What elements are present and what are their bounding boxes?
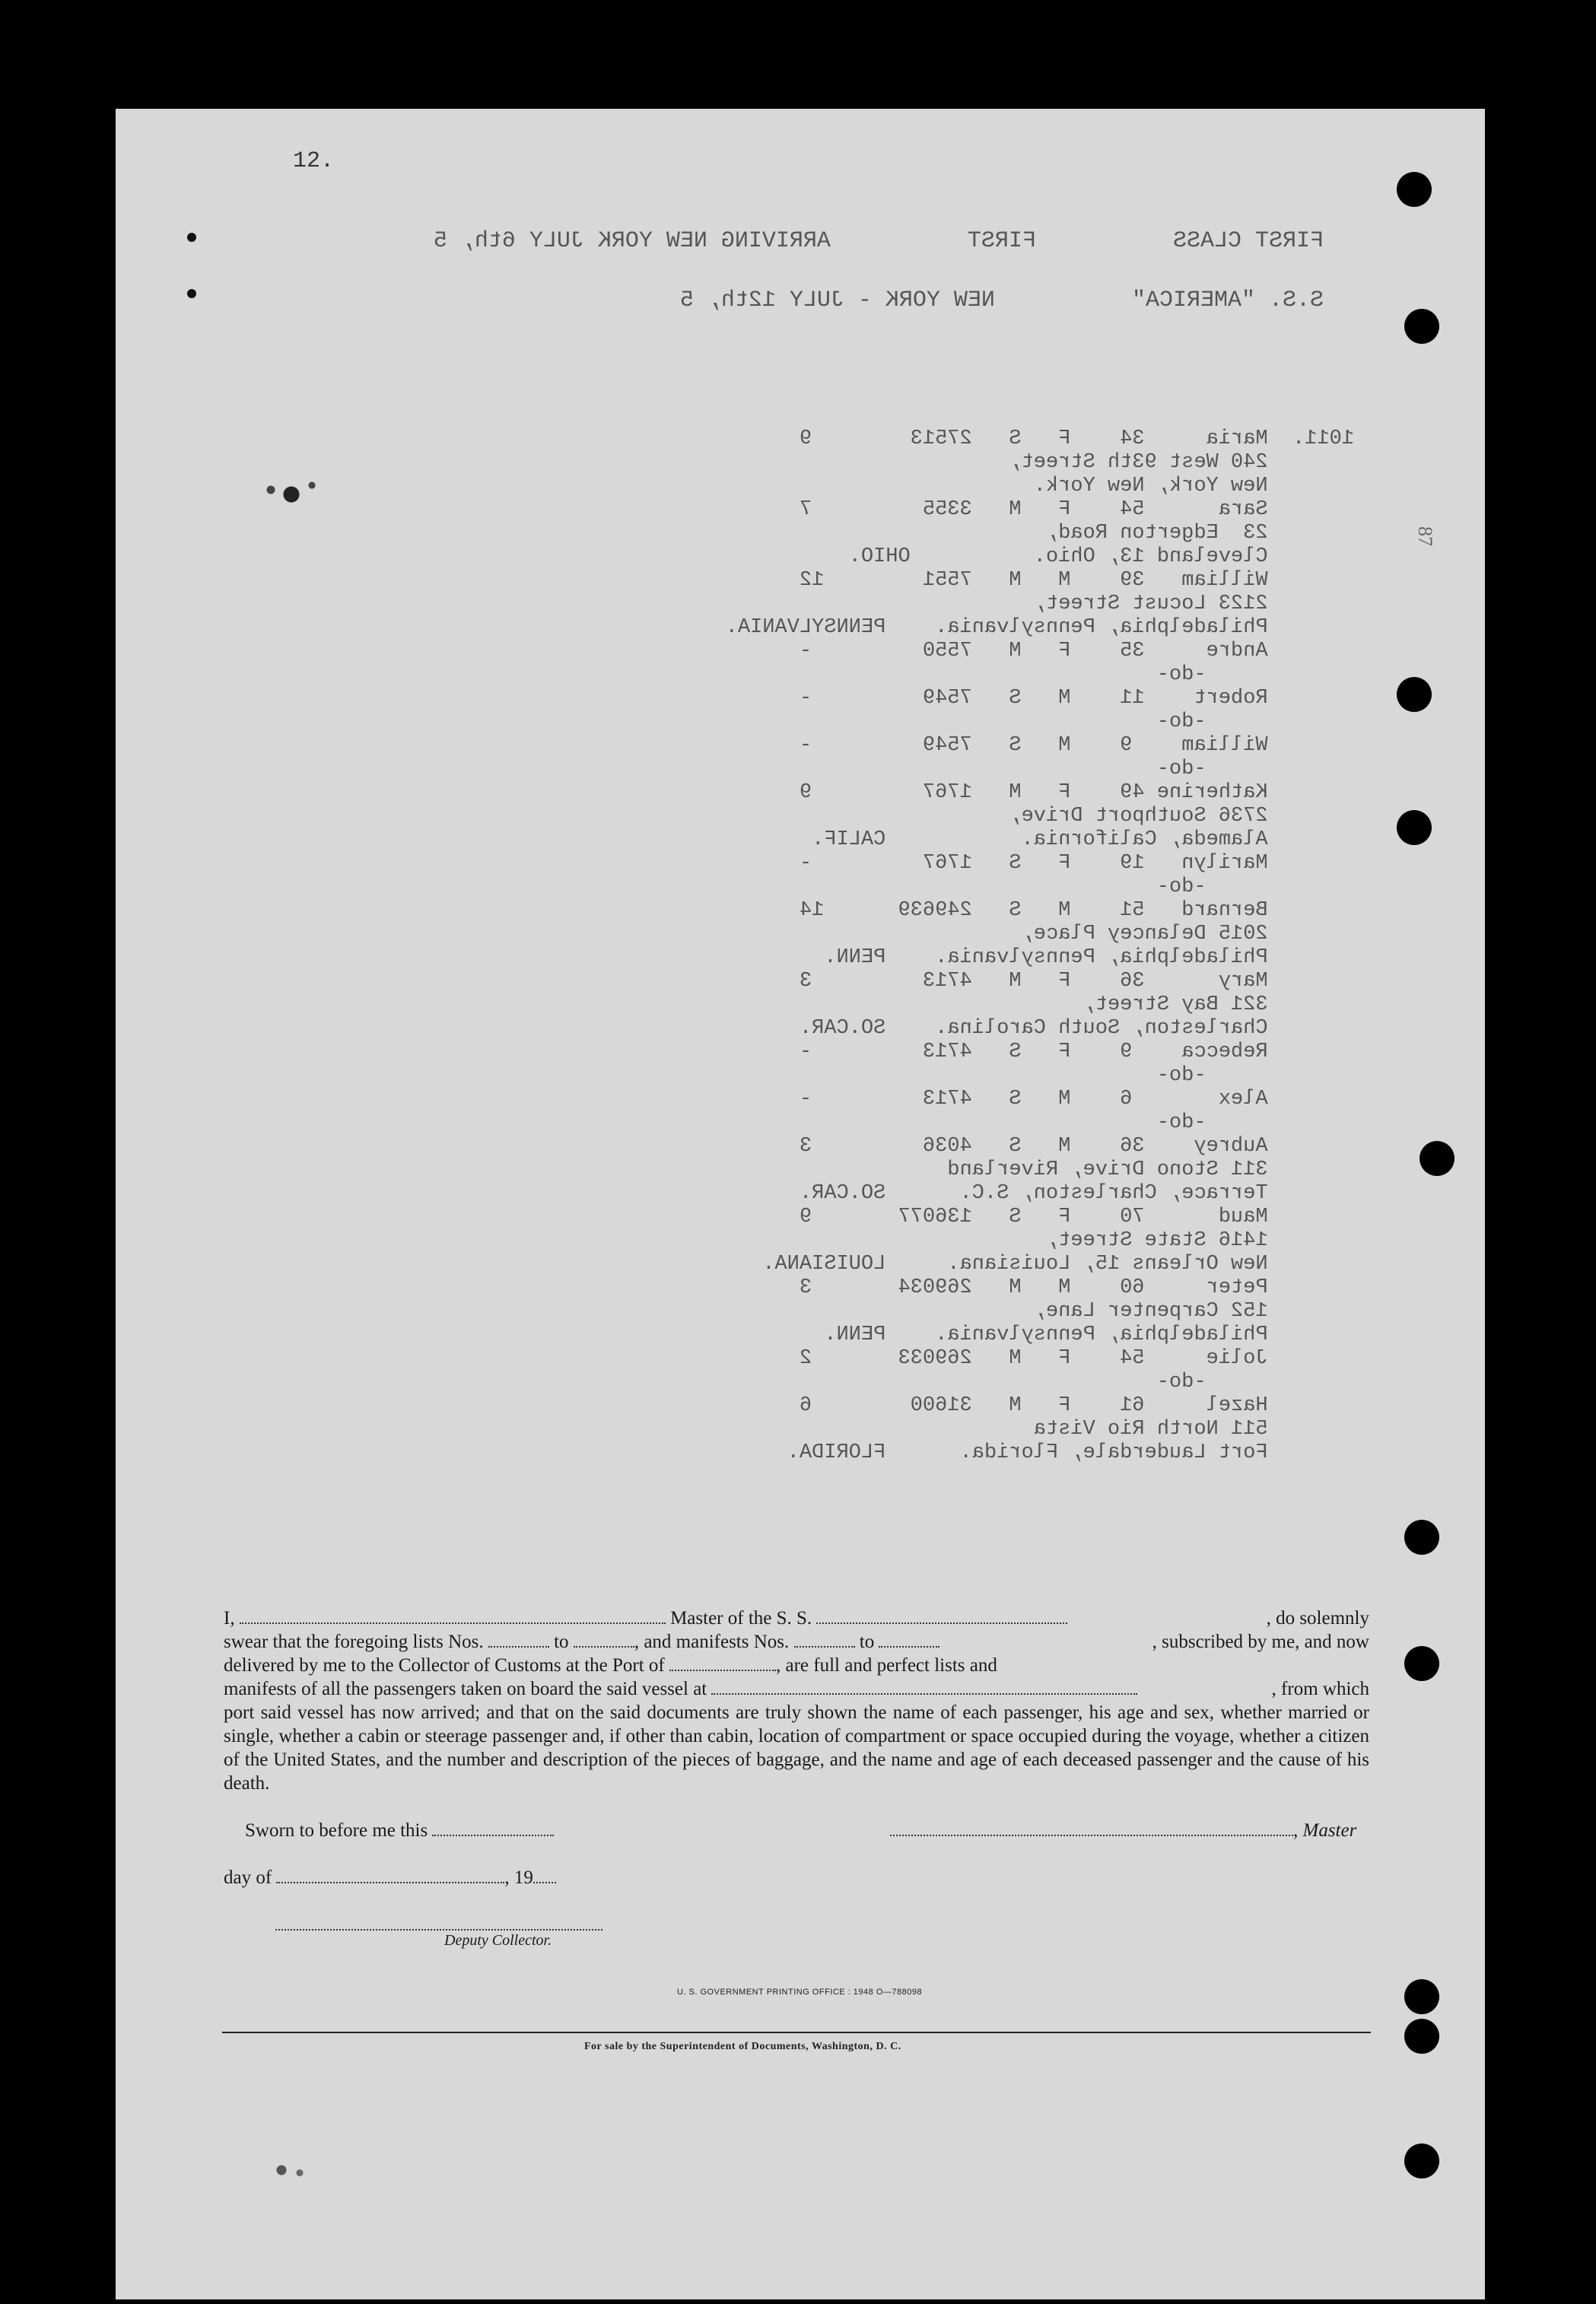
to-label: to — [554, 1632, 569, 1652]
mirrored-row: Philadelphia, Pennsylvania. PENNSYLVANIA. — [725, 616, 1354, 639]
punch-hole — [1404, 1979, 1439, 2014]
to-label: to — [859, 1632, 875, 1652]
mirrored-row: Alameda, California. CALIF. — [812, 828, 1354, 851]
mirrored-row: Philadelphia, Pennsylvania. PENN. — [824, 946, 1354, 969]
mirrored-row: New Orleans 15, Louisiana. LOUISIANA. — [762, 1253, 1354, 1276]
lists-to-blank[interactable] — [574, 1631, 634, 1648]
punch-hole — [1420, 1141, 1455, 1176]
deputy-signature-blank[interactable] — [275, 1915, 602, 1931]
printing-office-note: U. S. GOVERNMENT PRINTING OFFICE : 1948 O—788098 — [677, 1988, 923, 1997]
mirrored-row: New York, New York. — [1033, 475, 1354, 497]
for-sale-note: For sale by the Superintendent of Documents, Washington, D. C. — [584, 2041, 901, 2052]
day-of-line — [224, 1867, 556, 1889]
mirrored-row: -do- — [1156, 710, 1354, 733]
mirrored-row: Fort Lauderdale, Florida. FLORIDA. — [787, 1441, 1354, 1464]
oath-i-label: I, — [224, 1608, 235, 1629]
mirrored-row: William 9 M S 7549 - — [799, 734, 1354, 757]
mirrored-row: 2123 Locust Street, — [1033, 593, 1354, 615]
deputy-collector-label: Deputy Collector. — [444, 1932, 552, 1949]
master-signature-blank[interactable] — [890, 1821, 1293, 1836]
footer-rule — [222, 2032, 1371, 2033]
sworn-date-blank[interactable] — [432, 1821, 554, 1836]
mirrored-row: 321 Bay Street, — [1083, 993, 1354, 1016]
mirrored-row: 1416 State Street, — [1045, 1229, 1354, 1252]
master-signature-line — [890, 1820, 1356, 1842]
sworn-line — [245, 1820, 554, 1842]
manifests-nos-label: , and manifests Nos. — [634, 1632, 790, 1652]
ink-smudge — [257, 472, 326, 517]
mirrored-row: Cleveland 13, Ohio. OHIO. — [848, 545, 1354, 568]
mirrored-row: Alex 6 M S 4713 - — [799, 1088, 1354, 1111]
mirrored-row: Peter 60 M M 269034 3 — [799, 1276, 1354, 1299]
mirrored-row: -do- — [1156, 1064, 1354, 1087]
mirrored-row: 23 Edgerton Road, — [1045, 522, 1354, 545]
year-blank[interactable] — [533, 1868, 556, 1883]
ink-smudge — [257, 2156, 318, 2184]
lists-from-blank[interactable] — [488, 1631, 549, 1648]
header-bullet — [187, 289, 196, 298]
mirrored-row: Marilyn 19 F S 1767 - — [799, 852, 1354, 875]
mirrored-header-line1: FIRST CLASS FIRST ARRIVING NEW YORK JULY 6th, 5 — [433, 228, 1324, 254]
punch-hole — [1397, 172, 1432, 207]
port-blank[interactable] — [669, 1654, 776, 1671]
master-label: , Master — [1293, 1820, 1357, 1841]
oath-body: port said vessel has now arrived; and that on the said documents are truly shown the name of each passenger, his age and sex, whether married or single, whether a cabin or steerage passenger and, if other than cabin, location of compartment or space occupied during the voyage, whether a citizen of the United States, and the number and description of the pieces of baggage, and the name and age of each deceased passenger and the cause of his death. — [224, 1702, 1369, 1794]
mirrored-row: Hazel 61 F M 31600 6 — [799, 1394, 1354, 1417]
year-label: , 19 — [504, 1867, 533, 1888]
mirrored-row: Jolie 54 F M 269033 2 — [799, 1347, 1354, 1370]
mirrored-row: William 39 M M 7551 12 — [799, 569, 1354, 592]
master-name-blank[interactable] — [240, 1607, 666, 1624]
mirrored-row: Rebecca 9 F S 4713 - — [799, 1041, 1354, 1063]
mirrored-row: Katherine 49 F M 1767 9 — [799, 781, 1354, 804]
mirrored-row: -do- — [1156, 876, 1354, 898]
page-number: 12. — [293, 148, 335, 174]
punch-hole — [1404, 309, 1439, 344]
embark-port-blank[interactable] — [711, 1678, 1137, 1695]
oath-paragraph — [224, 1606, 1369, 1795]
manifests-to-blank[interactable] — [879, 1631, 939, 1648]
month-blank[interactable] — [276, 1868, 504, 1883]
mirrored-row: Aubrey 36 M S 4036 3 — [799, 1135, 1354, 1158]
punch-hole — [1397, 677, 1432, 712]
do-solemnly-label: , do solemnly — [1266, 1608, 1369, 1629]
mirrored-row: Andre 35 F M 7550 - — [799, 640, 1354, 663]
lists-nos-label: swear that the foregoing lists Nos. — [224, 1632, 484, 1652]
mirrored-row: Terrace, Charleston, S.C. SO.CAR. — [799, 1182, 1354, 1205]
mirrored-row: -do- — [1156, 663, 1354, 686]
mirrored-row: 240 West 93th Street, — [1009, 451, 1354, 474]
mirrored-row: Maud 70 F S 136077 9 — [799, 1206, 1354, 1228]
mirrored-row: Sara 54 F M 3355 7 — [799, 498, 1354, 521]
sworn-label: Sworn to before me this — [245, 1820, 428, 1841]
mirrored-row: Charleston, South Carolina. SO.CAR. — [799, 1017, 1354, 1040]
from-which-label: , from which — [1271, 1679, 1369, 1699]
mirrored-row: Mary 36 F M 4713 3 — [799, 970, 1354, 993]
punch-hole — [1404, 2019, 1439, 2054]
subscribed-label: , subscribed by me, and now — [1152, 1632, 1369, 1652]
punch-hole — [1404, 1520, 1439, 1555]
punch-hole — [1404, 1646, 1439, 1681]
mirrored-row: Philadelphia, Pennsylvania. PENN. — [824, 1324, 1354, 1346]
day-of-label: day of — [224, 1867, 272, 1888]
manifests-from-blank[interactable] — [794, 1631, 855, 1648]
master-of-label: Master of the S. S. — [670, 1608, 812, 1629]
collector-port-label: delivered by me to the Collector of Customs at the Port of — [224, 1655, 665, 1676]
mirrored-row: 511 North Rio Vista — [1033, 1418, 1354, 1441]
mirrored-row: Robert 11 M S 7549 - — [799, 687, 1354, 710]
mirrored-row: -do- — [1156, 1111, 1354, 1134]
mirrored-header-line2: S.S. "AMERICA" NEW YORK - JULY 12th, 5 — [679, 288, 1324, 313]
mirrored-row: 1011. Maria 34 F S 27513 9 — [799, 427, 1354, 450]
punch-hole — [1397, 810, 1432, 845]
mirrored-row: 152 Carpenter Lane, — [1033, 1300, 1354, 1323]
punch-hole — [1404, 2144, 1439, 2178]
mirrored-row: Bernard 51 M S 249639 14 — [799, 899, 1354, 922]
form-number: 87 — [1414, 526, 1436, 546]
mirrored-row: 2015 Delancey Place, — [1021, 923, 1354, 945]
vessel-name-blank[interactable] — [816, 1607, 1067, 1624]
taken-on-board-label: manifests of all the passengers taken on board the said vessel at — [224, 1679, 707, 1699]
mirrored-row: 2736 Southport Drive, — [1009, 805, 1354, 828]
header-bullet — [187, 233, 196, 242]
deputy-collector-line — [275, 1915, 602, 1931]
mirrored-row: 311 Stono Drive, Riverland — [947, 1158, 1354, 1181]
full-perfect-label: , are full and perfect lists and — [776, 1655, 997, 1676]
mirrored-row: -do- — [1156, 1371, 1354, 1394]
mirrored-row: -do- — [1156, 758, 1354, 780]
